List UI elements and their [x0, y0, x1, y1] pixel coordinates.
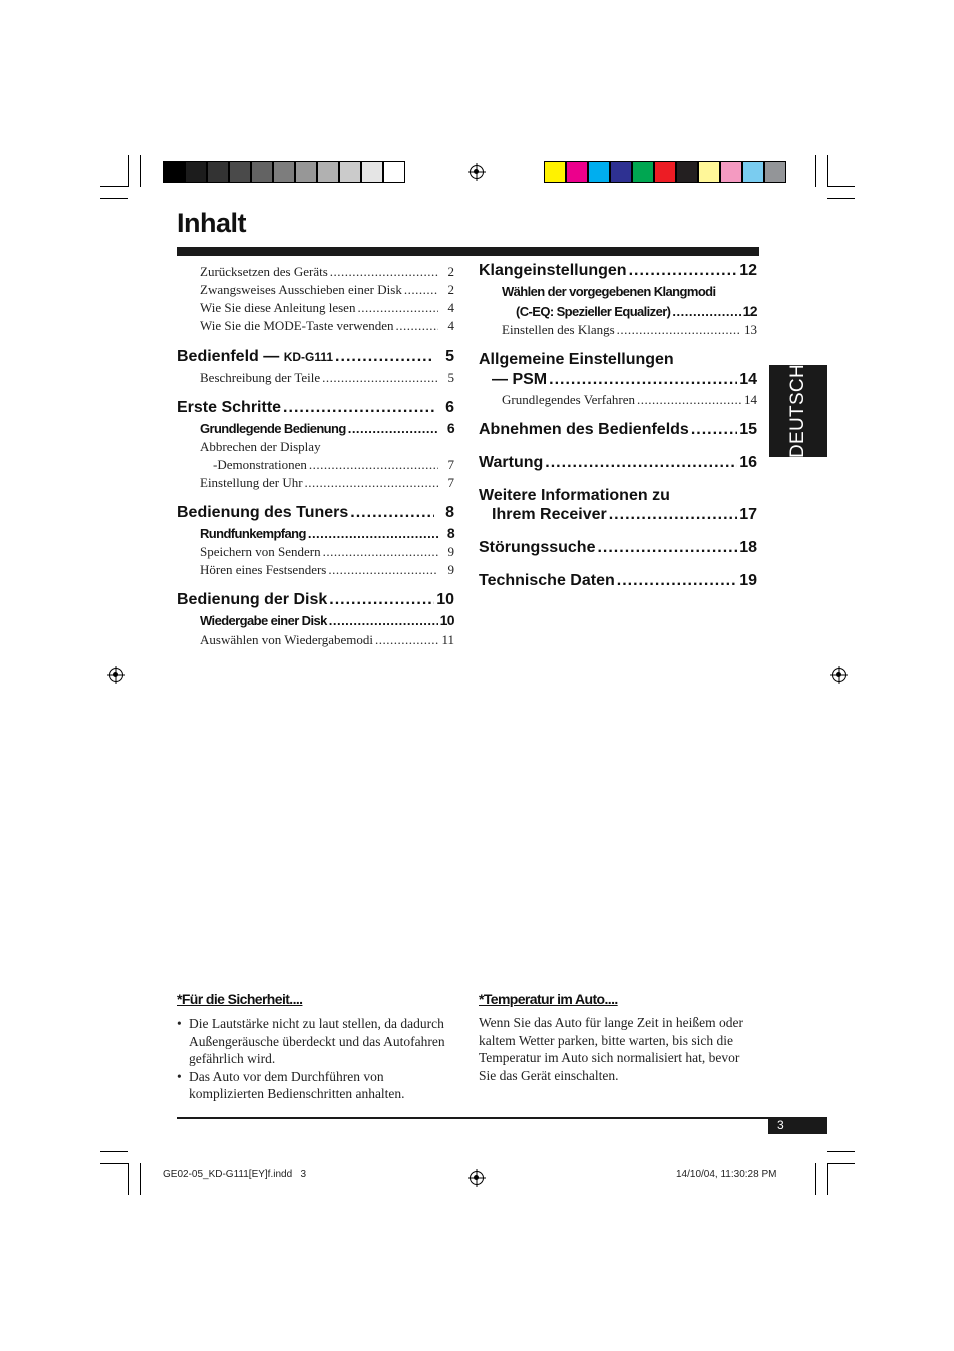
color-swatch	[251, 161, 273, 183]
toc-entry-line: Abbrechen der Display	[200, 439, 321, 454]
toc-heading[interactable]: Ihrem Receiver ..... 17	[492, 506, 757, 524]
crop-mark	[815, 1163, 816, 1195]
color-swatch	[273, 161, 295, 183]
toc-heading[interactable]: Bedienfeld — KD-G111 ..... 5	[177, 348, 454, 366]
list-item: • Die Lautstärke nicht zu laut stellen, da dadurch Außengeräusche überdeckt und das Autofahren gefährlich wird.	[177, 1015, 452, 1068]
toc-heading[interactable]: Abnehmen des Bedienfelds ..... 15	[479, 421, 757, 439]
crop-mark	[827, 186, 855, 187]
grayscale-color-bar	[163, 161, 405, 183]
color-swatch	[544, 161, 566, 183]
toc-heading[interactable]: Wartung ..... 16	[479, 454, 757, 472]
color-swatch	[698, 161, 720, 183]
language-tab: DEUTSCH	[769, 365, 827, 457]
crop-mark	[100, 198, 128, 199]
toc-entry[interactable]: Beschreibung der Teile ..... 5	[200, 370, 454, 386]
color-swatch	[207, 161, 229, 183]
toc-heading[interactable]: Störungssuche ..... 18	[479, 539, 757, 557]
toc-heading-line: Weitere Informationen zu	[479, 487, 670, 504]
toc-entry[interactable]: Hören eines Festsenders ..... 9	[200, 562, 454, 578]
crop-mark	[140, 155, 141, 187]
color-swatch	[361, 161, 383, 183]
color-swatch	[742, 161, 764, 183]
toc-entry[interactable]: -Demonstrationen ..... 7	[213, 457, 454, 473]
color-swatch	[764, 161, 786, 183]
list-item: • Das Auto vor dem Durchführen von komplizierten Bedienschritten anhalten.	[177, 1068, 452, 1103]
color-swatch	[588, 161, 610, 183]
color-swatch	[654, 161, 676, 183]
toc-heading[interactable]: Technische Daten ..... 19	[479, 572, 757, 590]
color-swatch	[676, 161, 698, 183]
toc-heading[interactable]: Klangeinstellungen ..... 12	[479, 262, 757, 280]
crop-mark	[827, 1163, 828, 1195]
toc-heading[interactable]: — PSM ..... 14	[492, 371, 757, 389]
color-swatch	[720, 161, 742, 183]
color-swatch	[383, 161, 405, 183]
model-name: KD-G111	[283, 350, 334, 364]
temperature-note-heading: *Temperatur im Auto....	[479, 991, 618, 1007]
title-rule	[177, 247, 759, 256]
color-swatch	[632, 161, 654, 183]
page-title: Inhalt	[177, 208, 246, 238]
color-swatch	[295, 161, 317, 183]
toc-entry[interactable]: Einstellung der Uhr ..... 7	[200, 475, 454, 491]
crop-mark	[128, 1163, 129, 1195]
toc-entry[interactable]: Grundlegendes Verfahren ..... 14	[502, 392, 757, 408]
crop-mark	[815, 155, 816, 187]
safety-note-heading: *Für die Sicherheit....	[177, 991, 303, 1007]
crop-mark	[140, 1163, 141, 1195]
crop-mark	[827, 1151, 855, 1152]
color-swatch	[339, 161, 361, 183]
color-swatch	[229, 161, 251, 183]
footer-timestamp: 14/10/04, 11:30:28 PM	[676, 1169, 777, 1180]
registration-mark-icon	[470, 165, 484, 179]
crop-mark	[827, 1163, 855, 1164]
color-swatch	[610, 161, 632, 183]
toc-subheading[interactable]: Rundfunkempfang ..... 8	[200, 525, 454, 541]
toc-entry[interactable]: Wie Sie diese Anleitung lesen ..... 4	[200, 300, 454, 316]
crop-mark	[100, 1151, 128, 1152]
page-number: 3	[768, 1117, 827, 1134]
toc-entry[interactable]: Wie Sie die MODE-Taste verwenden ..... 4	[200, 318, 454, 334]
toc-heading[interactable]: Erste Schritte ..... 6	[177, 399, 454, 417]
process-color-bar	[544, 161, 786, 183]
footer-filename: GE02-05_KD-G111[EY]f.indd 3	[163, 1169, 307, 1180]
toc-entry[interactable]: Speichern von Sendern ..... 9	[200, 544, 454, 560]
crop-mark	[100, 1163, 128, 1164]
toc-heading[interactable]: Bedienung des Tuners ..... 8	[177, 504, 454, 522]
color-swatch	[566, 161, 588, 183]
color-swatch	[163, 161, 185, 183]
toc-entry[interactable]: Einstellen des Klangs ..... 13	[502, 322, 757, 338]
registration-mark-icon	[109, 668, 123, 682]
crop-mark	[128, 155, 129, 187]
toc-subheading-line: Wählen der vorgegebenen Klangmodi	[502, 284, 716, 299]
toc-subheading[interactable]: Wiedergabe einer Disk ..... 10	[200, 612, 454, 628]
bottom-rule	[177, 1117, 827, 1119]
toc-entry[interactable]: Auswählen von Wiedergabemodi ..... 11	[200, 632, 454, 648]
toc-heading-line: Allgemeine Einstellungen	[479, 351, 674, 368]
toc-subheading[interactable]: Grundlegende Bedienung ..... 6	[200, 420, 454, 436]
toc-entry[interactable]: Zwangsweises Ausschieben einer Disk ..... 2	[200, 282, 454, 298]
safety-note-body	[177, 1015, 452, 1103]
color-swatch	[317, 161, 339, 183]
toc-heading[interactable]: Bedienung der Disk ..... 10	[177, 591, 454, 609]
toc-entry[interactable]: Zurücksetzen des Geräts ..... 2	[200, 264, 454, 280]
temperature-note-body: Wenn Sie das Auto für lange Zeit in heißem oder kaltem Wetter parken, bitte warten, bis sich die Temperatur im Auto sich normalisiert hat, bevor Sie das Gerät einschalten.	[479, 1015, 743, 1083]
registration-mark-icon	[832, 668, 846, 682]
toc-subheading[interactable]: (C-EQ: Spezieller Equalizer) ..... 12	[516, 303, 757, 319]
color-swatch	[185, 161, 207, 183]
registration-mark-icon	[470, 1171, 484, 1185]
crop-mark	[827, 198, 855, 199]
crop-mark	[827, 155, 828, 187]
crop-mark	[100, 186, 128, 187]
